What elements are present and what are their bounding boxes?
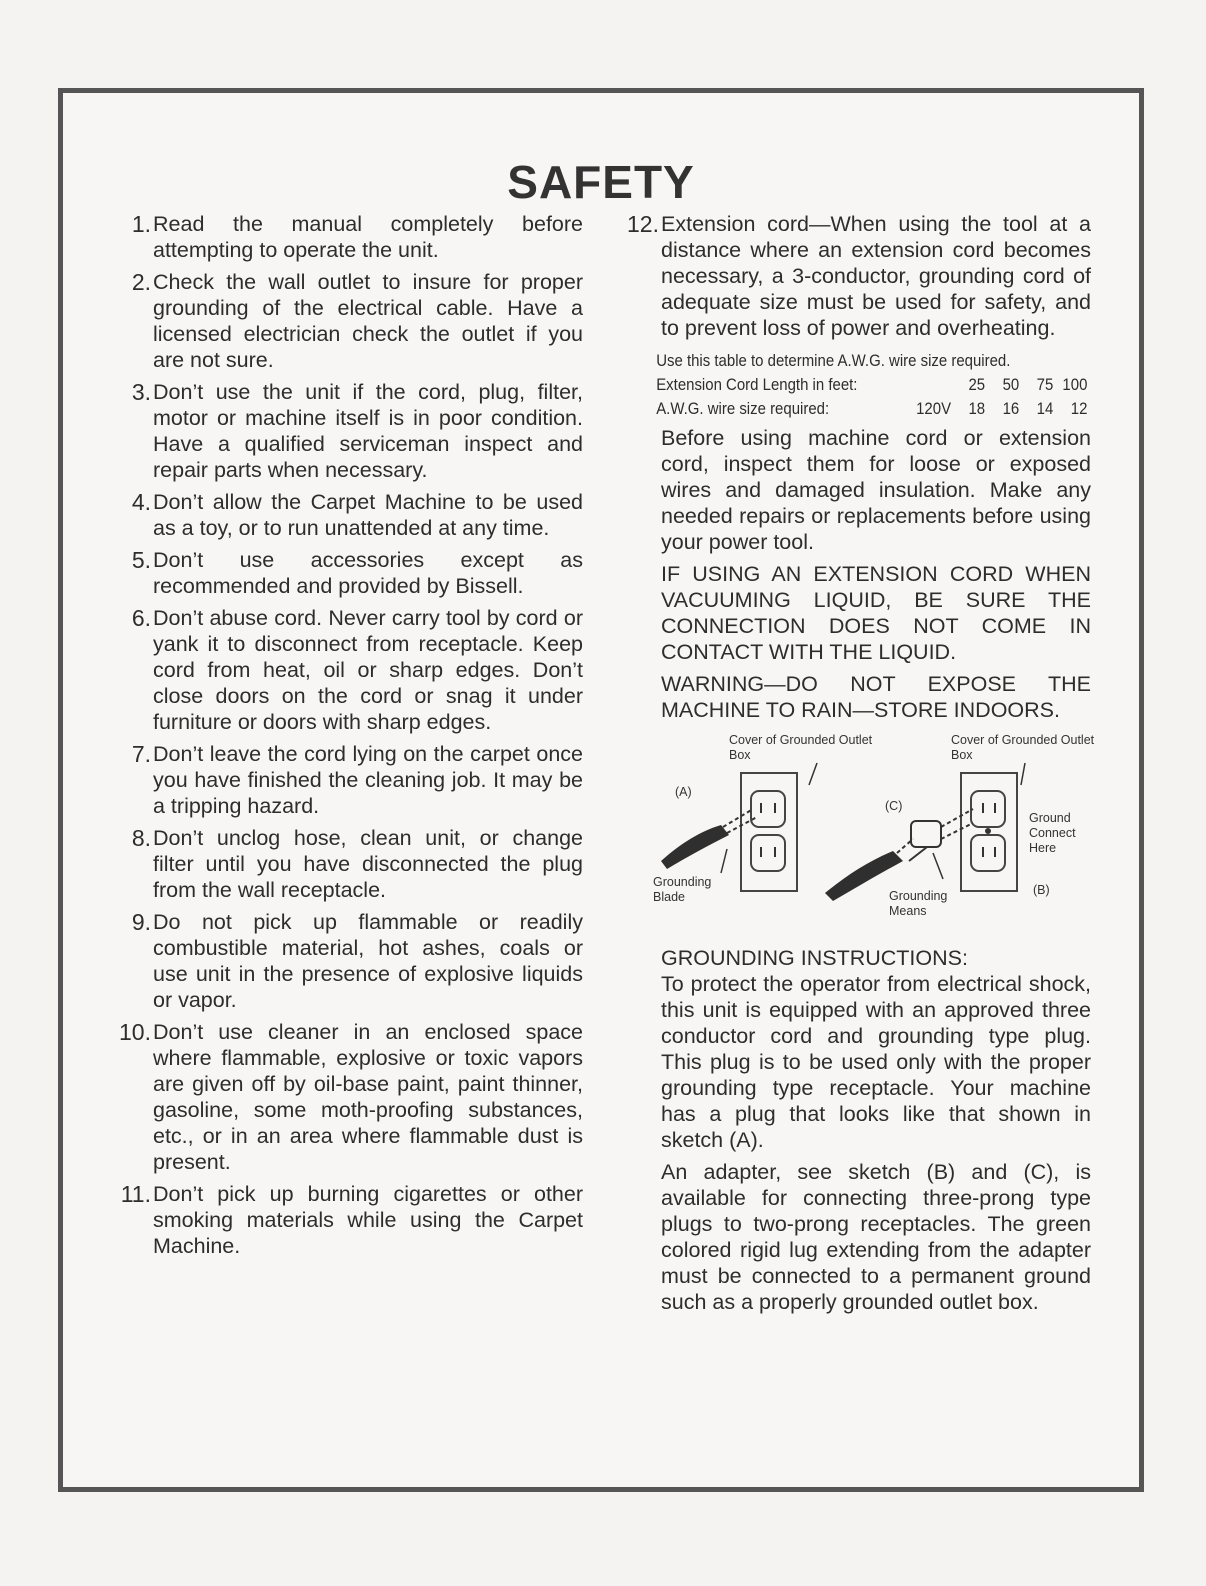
item-number: 6.: [131, 605, 151, 631]
grounding-means-label: Grounding Means: [889, 889, 948, 918]
item-text: Don’t leave the cord lying on the carpet once you have finished the cleaning job. It may be a tripping hazard.: [153, 742, 583, 818]
inspect-paragraph: Before using machine cord or extension cord, inspect them for loose or exposed wires and damaged insulation. Make any needed repairs or replacements before using your power tool.: [661, 426, 1091, 554]
item-text: Do not pick up flammable or readily combustible material, hot ashes, coals or use unit in the presence of explosive liquids or vapor.: [153, 910, 583, 1012]
table-cell: 50: [1002, 375, 1020, 394]
item-text: Check the wall outlet to insure for proper grounding of the electrical cable. Have a licensed electrician check the outlet if you are not sure.: [153, 270, 583, 372]
ground-connect-label: Ground Connect Here: [1029, 811, 1076, 855]
plug-a: [661, 825, 729, 869]
item-number: 7.: [131, 741, 151, 767]
safety-item: [113, 605, 583, 735]
rain-warning: WARNING—DO NOT EXPOSE THE MACHINE TO RAIN—STORE INDOORS.: [661, 672, 1091, 722]
item-text: Read the manual completely before attempting to operate the unit.: [153, 212, 583, 262]
table-row-values: [955, 373, 1087, 397]
safety-item: [113, 269, 583, 373]
item-number: 5.: [131, 547, 151, 573]
safety-item-12: [621, 211, 1091, 341]
item-number: 1.: [131, 211, 151, 237]
left-column: [113, 211, 583, 1265]
item-number: 10.: [119, 1019, 151, 1045]
table-cell: 25: [968, 375, 986, 394]
outlet-plug-sketch: [661, 733, 1101, 933]
right-column: [621, 211, 1095, 1321]
safety-item: [113, 1019, 583, 1175]
grounding-diagram: [653, 733, 1101, 933]
item-text: Don’t use cleaner in an enclosed space where flammable, explosive or toxic vapors are given off by oil-base paint, paint thinner, gasoline, some moth-proofing substances, etc., or in an area where flammable dust is present.: [153, 1020, 583, 1174]
item-number: 4.: [131, 489, 151, 515]
table-cell: 75: [1036, 375, 1054, 394]
safety-item: [113, 547, 583, 599]
label-b: (B): [1033, 883, 1050, 897]
item-text: Don’t use accessories except as recommended and provided by Bissell.: [153, 548, 583, 598]
table-row-awg: [656, 397, 1087, 421]
safety-item: [113, 379, 583, 483]
item-number: 3.: [131, 379, 151, 405]
item-number: 2.: [131, 269, 151, 295]
table-cell: 14: [1036, 399, 1054, 418]
table-cell: 18: [968, 399, 986, 418]
page-title: SAFETY: [507, 156, 695, 208]
table-intro: Use this table to determine A.W.G. wire size required.: [656, 351, 1011, 370]
item-text: Don’t pick up burning cigarettes or other smoking materials while using the Carpet Machine.: [153, 1182, 583, 1258]
safety-item: [113, 489, 583, 541]
grounding-paragraph: To protect the operator from electrical shock, this unit is equipped with an approved three conductor cord and grounding type plug. This plug is to be used only with the proper grounding type receptacle. Your machine has a plug that looks like that shown in sketch (A).: [661, 972, 1091, 1152]
safety-item: [113, 1181, 583, 1259]
table-row-label: A.W.G. wire size required:: [656, 399, 830, 418]
label-c: (C): [885, 799, 903, 813]
adapter-paragraph: An adapter, see sketch (B) and (C), is available for connecting three-prong type plugs to two-prong receptacles. The green colored rigid lug extending from the adapter must be connected to a permanent ground such as a properly grounded outlet box.: [661, 1160, 1091, 1314]
table-row-label: Extension Cord Length in feet:: [656, 375, 858, 394]
item-text: Don’t use the unit if the cord, plug, filter, motor or machine itself is in poor condition. Have a qualified serviceman inspect and repair parts when necessary.: [153, 380, 583, 482]
table-row-values: [907, 397, 1087, 421]
grounding-heading: GROUNDING INSTRUCTIONS:: [661, 946, 968, 970]
cover-label-right: Cover of Grounded Outlet Box: [951, 733, 1095, 762]
cover-label-left: Cover of Grounded Outlet Box: [729, 733, 873, 762]
item-number: 9.: [131, 909, 151, 935]
table-row-length: [656, 373, 1087, 397]
table-cell-voltage: 120V: [916, 399, 952, 418]
plug-b: [825, 851, 903, 901]
adapter-c: [911, 821, 941, 847]
safety-item: [113, 825, 583, 903]
item-text: Don’t unclog hose, clean unit, or change filter until you have disconnected the plug from the wall receptacle.: [153, 826, 583, 902]
liquid-warning: IF USING AN EXTENSION CORD WHEN VACUUMING LIQUID, BE SURE THE CONNECTION DOES NOT COME IN CONTACT WITH THE LIQUID.: [661, 562, 1091, 664]
item-number: 12.: [627, 211, 659, 237]
table-cell: 12: [1070, 399, 1088, 418]
page-frame: [58, 88, 1144, 1492]
wire-size-table: [621, 349, 1087, 421]
item-number: 11.: [120, 1181, 151, 1207]
safety-item: [113, 741, 583, 819]
safety-item: [113, 211, 583, 263]
table-cell: 100: [1062, 375, 1088, 394]
grounding-blade-label: Grounding Blade: [653, 875, 712, 904]
item-text: Extension cord—When using the tool at a distance where an extension cord becomes necessary, a 3-conductor, grounding cord of adequate size must be used for safety, and to prevent loss of power and overheating.: [661, 212, 1091, 340]
item-number: 8.: [131, 825, 151, 851]
item-text: Don’t allow the Carpet Machine to be used as a toy, or to run unattended at any time.: [153, 490, 583, 540]
table-cell: 16: [1002, 399, 1020, 418]
item-text: Don’t abuse cord. Never carry tool by cord or yank it to disconnect from receptacle. Keep cord from heat, oil or sharp edges. Don’t close doors on the cord or snag it under furniture or doors with sharp edges.: [153, 606, 583, 734]
safety-item: [113, 909, 583, 1013]
label-a: (A): [675, 785, 692, 799]
